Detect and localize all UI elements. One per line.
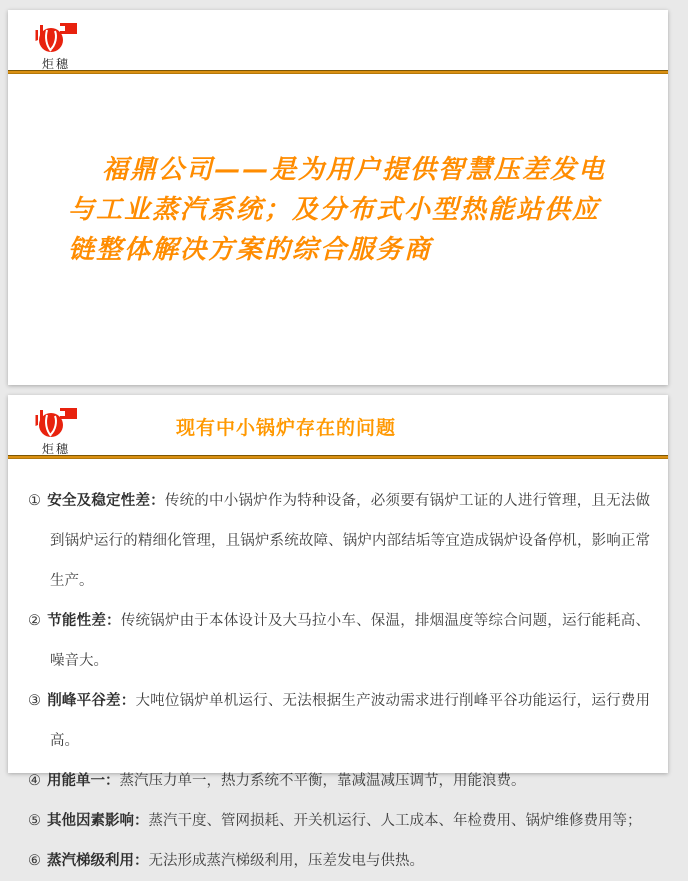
item-number: ①: [28, 493, 42, 509]
item-text: 传统锅炉由于本体设计及大马拉小车、保温，排烟温度等综合问题，运行能耗高、噪音大。: [50, 613, 651, 669]
item-label: 用能单一：: [47, 773, 120, 789]
item-text: 传统的中小锅炉作为特种设备，必须要有锅炉工证的人进行管理，且无法做到锅炉运行的精细化管理，且锅炉系统故障、锅炉内部结垢等宜造成锅炉设备停机，影响正常生产。: [50, 493, 651, 589]
gold-divider-rule: [8, 70, 668, 74]
problem-item-6: [28, 841, 650, 881]
problem-item-5: [28, 801, 650, 841]
problem-item-3: [28, 681, 650, 761]
item-label: 节能性差：: [47, 613, 121, 629]
item-text: 蒸汽干度、管网损耗、开关机运行、人工成本、年检费用、锅炉维修费用等；: [148, 813, 642, 829]
item-number: ④: [28, 773, 41, 789]
company-logo: [30, 20, 82, 70]
slide-title: 现有中小锅炉存在的问题: [176, 418, 397, 439]
item-text: 大吨位锅炉单机运行、无法根据生产波动需求进行削峰平谷功能运行，运行费用高。: [50, 693, 651, 749]
item-number: ⑤: [28, 813, 41, 829]
problem-item-1: [28, 481, 650, 601]
item-label: 削峰平谷差：: [47, 693, 136, 709]
slide-1-header: [8, 10, 668, 70]
company-logo: [30, 405, 82, 455]
item-label: 蒸汽梯级利用：: [47, 853, 149, 869]
item-label: 安全及稳定性差：: [47, 493, 165, 509]
slide-2-header: [8, 395, 668, 455]
item-number: ②: [28, 613, 42, 629]
flame-logo-icon: [33, 426, 79, 443]
problem-item-2: [28, 601, 650, 681]
brand-text: 炬穗: [41, 57, 70, 71]
problem-item-4: [28, 761, 650, 801]
item-number: ③: [28, 693, 42, 709]
brand-text: 炬穗: [41, 442, 70, 456]
problem-list: [8, 459, 668, 881]
company-tagline: 福鼎公司——是为用户提供智慧压差发电与工业蒸汽系统；及分布式小型热能站供应链整体解决方案的综合服务商: [68, 155, 607, 265]
item-label: 其他因素影响：: [47, 813, 149, 829]
item-text: 无法形成蒸汽梯级利用，压差发电与供热。: [148, 853, 424, 869]
flame-logo-icon: [33, 41, 79, 58]
item-number: ⑥: [28, 853, 41, 869]
slide-2: [8, 395, 668, 869]
item-text: 蒸汽压力单一，热力系统不平衡，靠减温减压调节，用能浪费。: [119, 773, 526, 789]
slide-1: [8, 10, 668, 385]
